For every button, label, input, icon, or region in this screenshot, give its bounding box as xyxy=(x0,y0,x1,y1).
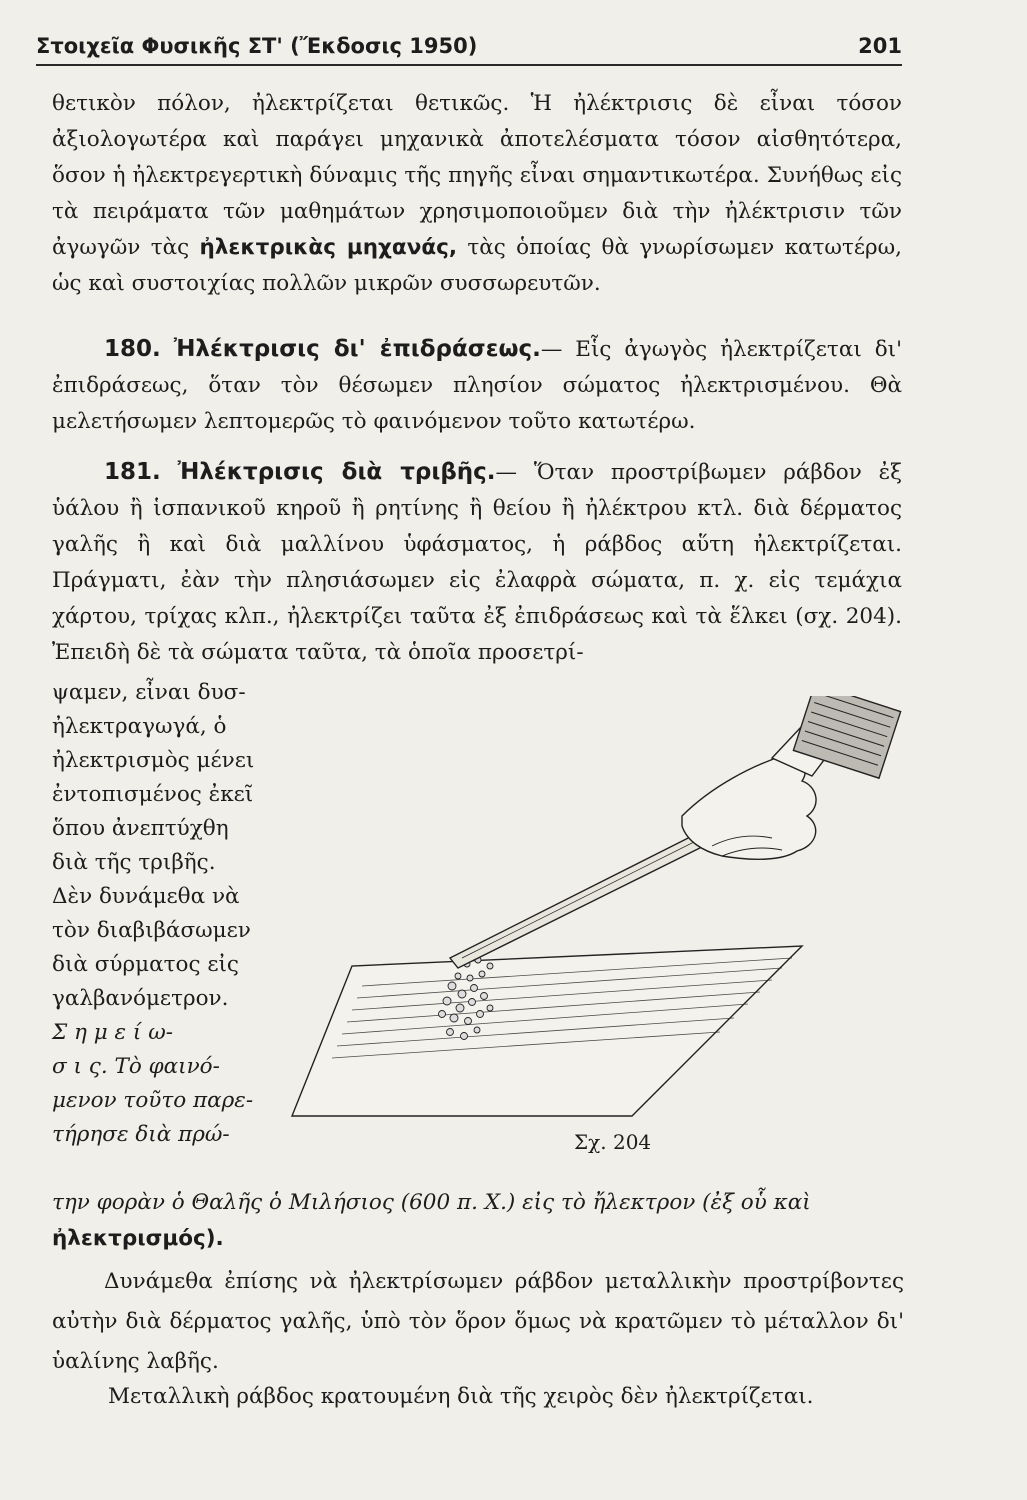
wrap-line: ἠλεκτραγωγά, ὁ xyxy=(52,714,227,739)
wrapped-text-column xyxy=(52,676,272,1152)
note-bold-term: ἠλεκτρισμός). xyxy=(52,1226,224,1251)
note-continuation xyxy=(52,1186,912,1220)
note-continuation-text: την φορὰν ὁ Θαλῆς ὁ Μιλήσιος (600 π. Χ.) εἰς τὸ ἤλεκτρον (ἐξ οὗ καὶ xyxy=(52,1190,811,1215)
wrap-line: Δὲν δυνάμεθα νὰ xyxy=(52,884,240,909)
wrap-line: τὸν διαβιβάσωμεν xyxy=(52,918,251,943)
paragraph-metal-rod: Δυνάμεθα ἐπίσης νὰ ἠλεκτρίσωμεν ράβδον μεταλλικὴν προστρίβοντες αὐτὴν διὰ δέρματος γαλῆς, ὑπὸ τὸν ὅρον ὅμως νὰ κρατῶμεν τὸ μέταλλον δι' ὑαλίνης λαβῆς. xyxy=(52,1269,904,1374)
section-181 xyxy=(52,454,902,671)
wrap-line: γαλβανόμετρον. xyxy=(52,986,229,1011)
note-line: Σ η μ ε ί ω- xyxy=(52,1020,173,1045)
rod xyxy=(450,826,720,968)
wrap-line: διὰ σύρματος εἰς xyxy=(52,952,239,977)
running-header xyxy=(36,30,902,66)
wrap-line: ψαμεν, εἶναι δυσ- xyxy=(52,680,246,705)
wrap-line: ἠλεκτρισμὸς μένει xyxy=(52,748,255,773)
paragraph-final: Μεταλλικὴ ράβδος κρατουμένη διὰ τῆς χειρὸς δὲν ἠλεκτρίζεται. xyxy=(108,1384,814,1409)
paragraph-intro xyxy=(52,86,902,302)
note-line: τήρησε διὰ πρώ- xyxy=(52,1122,230,1147)
page-number: 201 xyxy=(858,34,902,58)
section-180-title: Ἠλέκτρισις δι' ἐπιδράσεως. xyxy=(173,336,541,362)
note-continuation-bold-line xyxy=(52,1222,912,1256)
intro-text-2: τὰς ὁποίας θὰ γνωρίσωμεν κατωτέρω, ὡς καὶ συστοιχίας πολλῶν μικρῶν συσσωρευτῶν. xyxy=(52,235,902,296)
section-181-text: — Ὅταν προστρίβωμεν ράβδον ἐξ ὑάλου ἢ ἱσπανικοῦ κηροῦ ἢ ρητίνης ἢ θείου ἢ ἠλέκτρου κτλ. διὰ δέρματος γαλῆς ἢ καὶ διὰ μαλλίνου ὑφάσματος, ἡ ράβδος αὕτη ἠλεκτρίζεται. Πράγματι, ἐὰν τὴν πλησιάσωμεν εἰς ἐλαφρὰ σώματα, π. χ. εἰς τεμάχια χάρτου, τρίχας κλπ., ἠλεκτρίζει ταῦτα ἐξ ἐπιδράσεως καὶ τὰ ἕλκει (σχ. 204). Ἐπειδὴ δὲ τὰ σώματα ταῦτα, τὰ ὁποῖα προσετρί- xyxy=(52,460,903,665)
intro-text-1: θετικὸν πόλον, ἠλεκτρίζεται θετικῶς. Ἡ ἠλέκτρισις δὲ εἶναι τόσον ἀξιολογωτέρα καὶ παράγει μηχανικὰ ἀποτελέσματα τόσον αἰσθητότερα, ὅσον ἡ ἠλεκτρεγερτικὴ δύναμις τῆς πηγῆς εἶναι σημαντικωτέρα. Συνήθως εἰς τὰ πειράματα τῶν μαθημάτων χρησιμοποιοῦμεν διὰ τὴν ἠλέκτρισιν τῶν ἀγωγῶν τὰς xyxy=(52,91,902,260)
figure-204-illustration xyxy=(282,696,922,1166)
figure-caption: Σχ. 204 xyxy=(574,1130,652,1154)
running-title: Στοιχεῖα Φυσικῆς ΣΤ' (Ἔκδοσις 1950) xyxy=(36,34,478,58)
note-line: μενον τοῦτο παρε- xyxy=(52,1088,254,1113)
intro-bold-term: ἠλεκτρικὰς μηχανάς, xyxy=(199,235,458,260)
note-line: σ ι ς. Τὸ φαινό- xyxy=(52,1054,220,1079)
section-180-text: — Εἷς ἀγωγὸς ἠλεκτρίζεται δι' ἐπιδράσεως, ὅταν τὸν θέσωμεν πλησίον σώματος ἠλεκτρισμένου. Θὰ μελετήσωμεν λεπτομερῶς τὸ φαινόμενον τοῦτο κατωτέρω. xyxy=(52,337,902,434)
section-180 xyxy=(52,331,902,440)
section-180-number: 180. xyxy=(104,336,161,362)
section-181-title: Ἠλέκτρισις διὰ τριβῆς. xyxy=(177,459,496,485)
hand xyxy=(682,756,816,860)
wrap-line: διὰ τῆς τριβῆς. xyxy=(52,850,216,875)
wrap-line: ἐντοπισμένος ἐκεῖ xyxy=(52,782,254,807)
section-181-number: 181. xyxy=(104,459,161,485)
wrap-line: ὅπου ἀνεπτύχθη xyxy=(52,816,229,841)
